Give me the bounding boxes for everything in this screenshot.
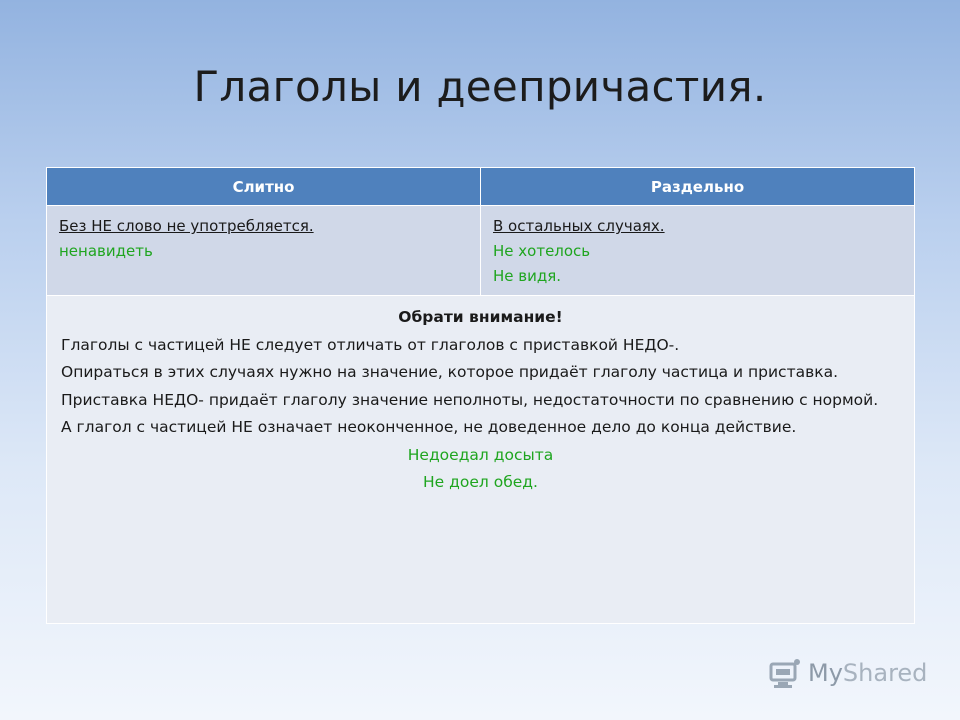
table-row <box>47 296 915 624</box>
solid-example: ненавидеть <box>59 242 153 260</box>
separate-rule: В остальных случаях. <box>493 217 665 235</box>
note-example: Не доел обед. <box>423 473 538 491</box>
header-separate: Раздельно <box>481 168 915 206</box>
table-header-row <box>47 168 915 206</box>
note-cell <box>47 296 915 624</box>
header-solid: Слитно <box>47 168 481 206</box>
rules-table <box>46 167 915 624</box>
solid-rule: Без НЕ слово не употребляется. <box>59 217 314 235</box>
watermark-shared: Shared <box>842 659 928 687</box>
note-line: Приставка НЕДО- придаёт глаголу значение неполноты, недостаточности по сравнению с нормой. <box>61 390 879 409</box>
separate-example: Не видя. <box>493 267 562 285</box>
myshared-logo-icon <box>768 656 802 690</box>
myshared-watermark <box>768 656 927 690</box>
watermark-my: My <box>808 659 843 687</box>
note-line: А глагол с частицей НЕ означает неоконченное, не доведенное дело до конца действие. <box>61 418 797 436</box>
cell-separate <box>481 206 915 296</box>
slide-title: Глаголы и деепричастия. <box>193 62 767 111</box>
note-heading: Обрати внимание! <box>398 308 563 326</box>
note-example: Недоедал досыта <box>407 445 554 464</box>
note-line: Глаголы с частицей НЕ следует отличать от глаголов с приставкой НЕДО-. <box>61 335 680 354</box>
table-row <box>47 206 915 296</box>
cell-solid <box>47 206 481 296</box>
separate-example: Не хотелось <box>493 242 591 260</box>
note-line: Опираться в этих случаях нужно на значение, которое придаёт глаголу частица и приставка. <box>61 363 839 381</box>
